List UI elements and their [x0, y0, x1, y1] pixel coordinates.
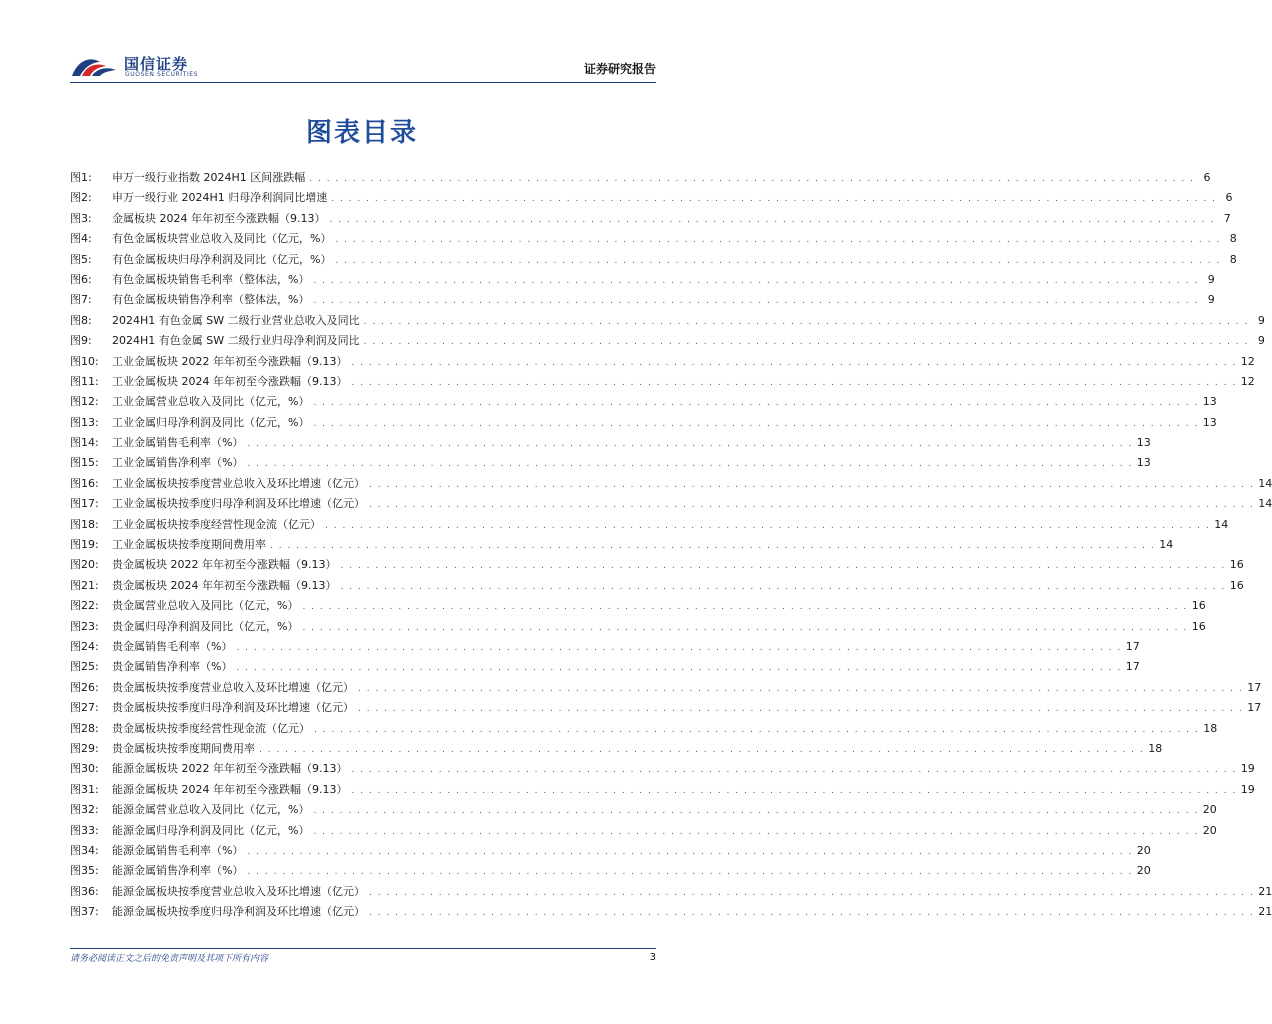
- toc-figure-title: 工业金属板块按季度归母净利润及环比增速（亿元）: [112, 497, 365, 511]
- toc-leader-dots: [369, 903, 1254, 923]
- toc-leader-dots: [351, 373, 1236, 393]
- toc-entry[interactable]: [70, 515, 1229, 535]
- toc-figure-number: 图17:: [70, 497, 99, 511]
- toc-leader-dots: [236, 658, 1121, 678]
- toc-figure-title: 能源金属板块按季度归母净利润及环比增速（亿元）: [112, 905, 365, 919]
- toc-page-number: 18: [1148, 741, 1163, 755]
- toc-leader-dots: [302, 618, 1187, 638]
- toc-entry[interactable]: [70, 168, 1211, 188]
- figure-list: [70, 168, 1272, 922]
- toc-figure-title: 金属板块 2024 年年初至今涨跌幅（9.13）: [112, 211, 326, 225]
- toc-page-number: 14: [1258, 476, 1272, 490]
- toc-page-number: 16: [1191, 619, 1206, 633]
- toc-page-number: 12: [1240, 354, 1255, 368]
- toc-page-number: 17: [1247, 701, 1262, 715]
- toc-figure-title: 能源金属板块 2024 年年初至今涨跌幅（9.13）: [112, 782, 348, 796]
- toc-figure-title: 贵金属归母净利润及同比（亿元，%）: [112, 619, 299, 633]
- toc-figure-number: 图2:: [70, 191, 92, 205]
- toc-leader-dots: [358, 699, 1243, 719]
- toc-page-number: 6: [1225, 191, 1233, 205]
- toc-figure-number: 图21:: [70, 578, 99, 592]
- toc-entry[interactable]: [70, 617, 1206, 637]
- toc-page-number: 20: [1136, 843, 1151, 857]
- toc-figure-title: 有色金属板块销售毛利率（整体法，%）: [112, 272, 310, 286]
- toc-page-number: 13: [1202, 415, 1217, 429]
- toc-entry[interactable]: [70, 474, 1272, 494]
- toc-page-number: 16: [1191, 599, 1206, 613]
- toc-entry[interactable]: [70, 821, 1217, 841]
- toc-leader-dots: [340, 577, 1225, 597]
- toc-figure-number: 图6:: [70, 272, 92, 286]
- toc-figure-number: 图1:: [70, 171, 92, 184]
- toc-leader-dots: [247, 862, 1132, 882]
- toc-entry[interactable]: [70, 841, 1151, 861]
- toc-figure-title: 工业金属板块 2024 年年初至今涨跌幅（9.13）: [112, 374, 348, 388]
- toc-entry[interactable]: [70, 657, 1140, 677]
- toc-leader-dots: [313, 393, 1198, 413]
- toc-figure-number: 图37:: [70, 905, 99, 919]
- toc-figure-number: 图28:: [70, 721, 99, 735]
- toc-entry[interactable]: [70, 596, 1206, 616]
- toc-leader-dots: [313, 822, 1198, 842]
- toc-leader-dots: [325, 516, 1210, 536]
- toc-entry[interactable]: [70, 209, 1231, 229]
- toc-leader-dots: [358, 679, 1243, 699]
- toc-figure-title: 能源金属板块按季度营业总收入及环比增速（亿元）: [112, 884, 365, 898]
- toc-entry[interactable]: [70, 188, 1233, 208]
- toc-figure-title: 2024H1 有色金属 SW 二级行业归母净利润及同比: [112, 334, 360, 348]
- toc-entry[interactable]: [70, 759, 1255, 779]
- company-logo: [70, 50, 210, 82]
- toc-figure-number: 图36:: [70, 884, 99, 898]
- toc-page-number: 19: [1240, 782, 1255, 796]
- toc-figure-number: 图20:: [70, 558, 99, 572]
- toc-leader-dots: [313, 414, 1198, 434]
- toc-figure-number: 图31:: [70, 782, 99, 796]
- toc-entry[interactable]: [70, 290, 1215, 310]
- toc-page-number: 21: [1258, 884, 1272, 898]
- toc-page-number: 8: [1229, 232, 1237, 246]
- toc-figure-number: 图33:: [70, 823, 99, 837]
- toc-page-number: 18: [1203, 721, 1218, 735]
- toc-figure-title: 工业金属板块 2022 年年初至今涨跌幅（9.13）: [112, 354, 348, 368]
- toc-figure-number: 图3:: [70, 211, 92, 225]
- toc-figure-number: 图24:: [70, 639, 99, 653]
- toc-page-number: 17: [1125, 660, 1140, 674]
- toc-figure-title: 能源金属销售毛利率（%）: [112, 843, 244, 857]
- footer-disclaimer: 请务必阅读正文之后的免责声明及其项下所有内容: [70, 954, 269, 964]
- toc-figure-title: 有色金属板块营业总收入及同比（亿元，%）: [112, 232, 332, 246]
- toc-figure-title: 工业金属板块按季度营业总收入及环比增速（亿元）: [112, 476, 365, 490]
- toc-figure-number: 图18:: [70, 517, 99, 531]
- logo-english-name: GUOSEN SECURITIES: [125, 71, 199, 78]
- toc-leader-dots: [314, 720, 1199, 740]
- toc-entry[interactable]: [70, 352, 1255, 372]
- toc-leader-dots: [302, 597, 1187, 617]
- toc-leader-dots: [364, 312, 1249, 332]
- toc-leader-dots: [247, 434, 1132, 454]
- toc-page-number: 14: [1159, 538, 1174, 552]
- toc-page-number: 9: [1257, 313, 1265, 327]
- toc-leader-dots: [331, 189, 1216, 209]
- toc-figure-number: 图22:: [70, 599, 99, 613]
- toc-page-number: 6: [1203, 171, 1211, 184]
- toc-figure-number: 图15:: [70, 456, 99, 470]
- toc-leader-dots: [313, 271, 1198, 291]
- toc-leader-dots: [351, 781, 1236, 801]
- toc-entry[interactable]: [70, 800, 1217, 820]
- toc-figure-title: 贵金属板块 2022 年年初至今涨跌幅（9.13）: [112, 558, 337, 572]
- toc-page-number: 17: [1125, 639, 1140, 653]
- toc-leader-dots: [369, 495, 1254, 515]
- toc-figure-number: 图4:: [70, 232, 92, 246]
- toc-page-number: 16: [1229, 558, 1244, 572]
- toc-figure-title: 工业金属营业总收入及同比（亿元，%）: [112, 395, 310, 409]
- toc-leader-dots: [364, 332, 1249, 352]
- toc-entry[interactable]: [70, 637, 1140, 657]
- toc-figure-number: 图16:: [70, 476, 99, 490]
- toc-page-number: 9: [1207, 293, 1215, 307]
- toc-figure-title: 能源金属销售净利率（%）: [112, 864, 244, 878]
- guosen-logo-icon: [70, 54, 120, 80]
- toc-figure-number: 图29:: [70, 741, 99, 755]
- toc-figure-number: 图8:: [70, 313, 92, 327]
- toc-figure-title: 申万一级行业指数 2024H1 区间涨跌幅: [112, 171, 306, 184]
- toc-figure-number: 图19:: [70, 538, 99, 552]
- page-header: [70, 48, 656, 84]
- toc-figure-title: 工业金属板块按季度经营性现金流（亿元）: [112, 517, 321, 531]
- toc-leader-dots: [369, 475, 1254, 495]
- toc-entry[interactable]: [70, 229, 1237, 249]
- page-number: 3: [649, 952, 656, 963]
- toc-leader-dots: [329, 210, 1214, 230]
- toc-leader-dots: [340, 556, 1225, 576]
- toc-entry[interactable]: [70, 331, 1265, 351]
- toc-page-number: 12: [1240, 374, 1255, 388]
- toc-figure-title: 贵金属板块按季度经营性现金流（亿元）: [112, 721, 310, 735]
- toc-figure-number: 图5:: [70, 252, 92, 266]
- header-divider: [70, 82, 656, 83]
- toc-figure-number: 图26:: [70, 680, 99, 694]
- toc-figure-title: 能源金属板块 2022 年年初至今涨跌幅（9.13）: [112, 762, 348, 776]
- toc-figure-title: 贵金属营业总收入及同比（亿元，%）: [112, 599, 299, 613]
- toc-entry[interactable]: [70, 555, 1244, 575]
- toc-leader-dots: [335, 251, 1220, 271]
- toc-figure-title: 贵金属销售净利率（%）: [112, 660, 233, 674]
- toc-page-number: 14: [1258, 497, 1272, 511]
- toc-page-number: 20: [1136, 864, 1151, 878]
- toc-page-number: 9: [1207, 272, 1215, 286]
- toc-leader-dots: [270, 536, 1155, 556]
- toc-leader-dots: [335, 230, 1220, 250]
- toc-figure-number: 图30:: [70, 762, 99, 776]
- toc-figure-title: 贵金属板块 2024 年年初至今涨跌幅（9.13）: [112, 578, 337, 592]
- toc-leader-dots: [247, 842, 1132, 862]
- toc-entry[interactable]: [70, 678, 1262, 698]
- toc-entry[interactable]: [70, 372, 1255, 392]
- toc-figure-number: 图13:: [70, 415, 99, 429]
- toc-entry[interactable]: [70, 576, 1244, 596]
- toc-figure-number: 图11:: [70, 374, 99, 388]
- toc-figure-title: 工业金属销售净利率（%）: [112, 456, 244, 470]
- toc-entry[interactable]: [70, 311, 1265, 331]
- report-type-label: 证券研究报告: [583, 62, 656, 76]
- toc-figure-title: 贵金属板块按季度期间费用率: [112, 741, 255, 755]
- toc-entry[interactable]: [70, 719, 1218, 739]
- toc-leader-dots: [351, 353, 1236, 373]
- toc-page-number: 16: [1229, 578, 1244, 592]
- toc-entry[interactable]: [70, 494, 1272, 514]
- toc-figure-number: 图12:: [70, 395, 99, 409]
- toc-figure-number: 图9:: [70, 334, 92, 348]
- toc-entry[interactable]: [70, 739, 1163, 759]
- toc-page-number: 17: [1247, 680, 1262, 694]
- footer-divider: [70, 948, 656, 949]
- toc-entry[interactable]: [70, 882, 1272, 902]
- toc-figure-title: 能源金属营业总收入及同比（亿元，%）: [112, 803, 310, 817]
- toc-page-number: 7: [1223, 211, 1231, 225]
- page-title: 图表目录: [305, 118, 418, 148]
- toc-leader-dots: [351, 760, 1236, 780]
- toc-figure-title: 申万一级行业 2024H1 归母净利润同比增速: [112, 191, 328, 205]
- toc-entry[interactable]: [70, 780, 1255, 800]
- toc-figure-title: 能源金属归母净利润及同比（亿元，%）: [112, 823, 310, 837]
- toc-leader-dots: [369, 883, 1254, 903]
- toc-leader-dots: [247, 454, 1132, 474]
- toc-entry[interactable]: [70, 698, 1262, 718]
- toc-figure-number: 图25:: [70, 660, 99, 674]
- toc-entry[interactable]: [70, 535, 1174, 555]
- toc-figure-title: 贵金属销售毛利率（%）: [112, 639, 233, 653]
- toc-figure-title: 工业金属销售毛利率（%）: [112, 436, 244, 450]
- toc-figure-number: 图23:: [70, 619, 99, 633]
- toc-figure-number: 图7:: [70, 293, 92, 307]
- toc-entry[interactable]: [70, 392, 1217, 412]
- toc-entry[interactable]: [70, 250, 1237, 270]
- toc-figure-number: 图14:: [70, 436, 99, 450]
- toc-figure-title: 工业金属板块按季度期间费用率: [112, 538, 266, 552]
- toc-page-number: 20: [1202, 803, 1217, 817]
- toc-page-number: 20: [1202, 823, 1217, 837]
- toc-figure-title: 贵金属板块按季度归母净利润及环比增速（亿元）: [112, 701, 354, 715]
- toc-leader-dots: [309, 169, 1194, 189]
- toc-entry[interactable]: [70, 902, 1272, 922]
- toc-page-number: 21: [1258, 905, 1272, 919]
- toc-figure-title: 贵金属板块按季度营业总收入及环比增速（亿元）: [112, 680, 354, 694]
- toc-page-number: 13: [1136, 456, 1151, 470]
- toc-figure-number: 图34:: [70, 843, 99, 857]
- toc-page-number: 9: [1257, 334, 1265, 348]
- toc-entry[interactable]: [70, 453, 1151, 473]
- toc-page-number: 19: [1240, 762, 1255, 776]
- toc-entry[interactable]: [70, 433, 1151, 453]
- toc-figure-title: 2024H1 有色金属 SW 二级行业营业总收入及同比: [112, 313, 360, 327]
- toc-entry[interactable]: [70, 413, 1217, 433]
- toc-entry[interactable]: [70, 861, 1151, 881]
- toc-figure-number: 图32:: [70, 803, 99, 817]
- toc-figure-title: 有色金属板块销售净利率（整体法，%）: [112, 293, 310, 307]
- logo-chinese-name: 国信证券: [124, 55, 189, 73]
- toc-leader-dots: [313, 801, 1198, 821]
- toc-figure-number: 图27:: [70, 701, 99, 715]
- toc-page-number: 13: [1136, 436, 1151, 450]
- toc-leader-dots: [236, 638, 1121, 658]
- toc-leader-dots: [313, 291, 1198, 311]
- toc-entry[interactable]: [70, 270, 1215, 290]
- toc-figure-title: 有色金属板块归母净利润及同比（亿元，%）: [112, 252, 332, 266]
- toc-figure-number: 图10:: [70, 354, 99, 368]
- toc-page-number: 14: [1214, 517, 1229, 531]
- toc-page-number: 8: [1229, 252, 1237, 266]
- toc-leader-dots: [259, 740, 1144, 760]
- toc-page-number: 13: [1202, 395, 1217, 409]
- toc-figure-number: 图35:: [70, 864, 99, 878]
- toc-figure-title: 工业金属归母净利润及同比（亿元，%）: [112, 415, 310, 429]
